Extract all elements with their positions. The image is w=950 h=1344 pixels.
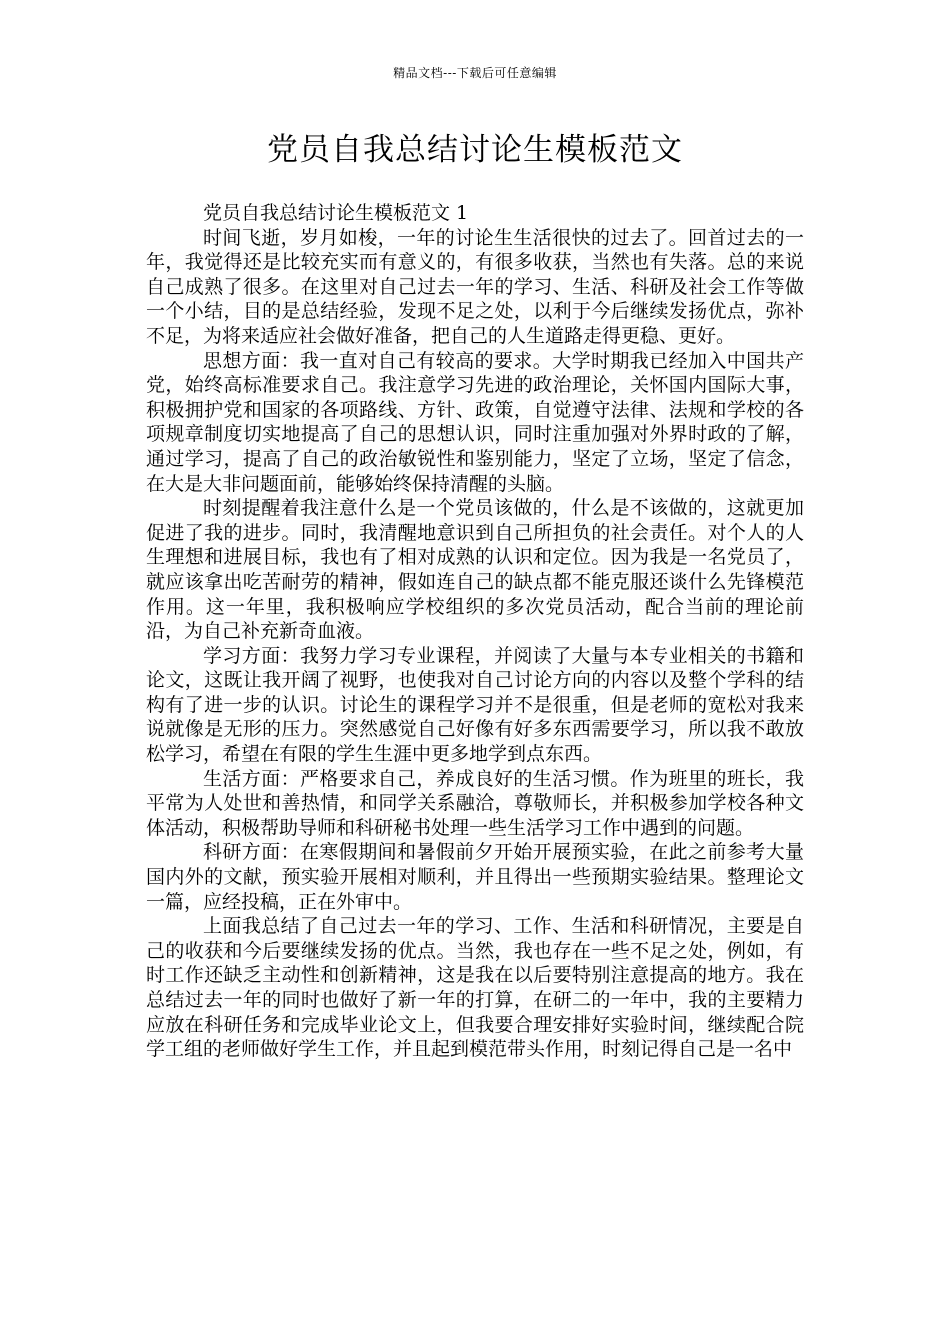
paragraph-research: 科研方面：在寒假期间和暑假前夕开始开展预实验，在此之前参考大量国内外的文献，预实验开展相对顺利，并且得出一些预期实验结果。整理论文一篇，应经投稿，正在外审中。 <box>146 841 804 913</box>
page-header: 精品文档---下载后可任意编辑 <box>393 66 557 80</box>
paragraph-study: 学习方面：我努力学习专业课程，并阅读了大量与本专业相关的书籍和论文，这既让我开阔了视野，也使我对自己讨论方向的内容以及整个学科的结构有了进一步的认识。讨论生的课程学习并不是很重，但是老师的宽松对我来说就像是无形的压力。突然感觉自己好像有好多东西需要学习，所以我不敢放松学习，希望在有限的学生生涯中更多地学到点东西。 <box>146 644 804 766</box>
paragraph-subtitle: 党员自我总结讨论生模板范文 1 <box>203 202 469 224</box>
document-title: 党员自我总结讨论生模板范文 <box>267 132 683 168</box>
paragraph-intro: 时间飞逝，岁月如梭，一年的讨论生生活很快的过去了。回首过去的一年，我觉得还是比较充实而有意义的，有很多收获，当然也有失落。总的来说自己成熟了很多。在这里对自己过去一年的学习、生活、科研及社会工作等做一个小结，目的是总结经验，发现不足之处，以利于今后继续发扬优点，弥补不足，为将来适应社会做好准备，把自己的人生道路走得更稳、更好。 <box>146 226 804 347</box>
document-body <box>146 201 804 1062</box>
paragraph-reminder: 时刻提醒着我注意什么是一个党员该做的，什么是不该做的，这就更加促进了我的进步。同时，我清醒地意识到自己所担负的社会责任。对个人的人生理想和进展目标，我也有了相对成熟的认识和定位。因为我是一名党员了，就应该拿出吃苦耐劳的精神，假如连自己的缺点都不能克服还谈什么先锋模范作用。这一年里，我积极响应学校组织的多次党员活动，配合当前的理论前沿，为自己补充新奇血液。 <box>146 497 804 643</box>
paragraph-ideology: 思想方面：我一直对自己有较高的要求。大学时期我已经加入中国共产党，始终高标准要求自己。我注意学习先进的政治理论，关怀国内国际大事，积极拥护党和国家的各项路线、方针、政策，自觉遵守法律、法规和学校的各项规章制度切实地提高了自己的思想认识，同时注重加强对外界时政的了解，通过学习，提高了自己的政治敏锐性和鉴别能力，坚定了立场，坚定了信念，在大是大非问题面前，能够始终保持清醒的头脑。 <box>146 349 804 495</box>
paragraph-summary: 上面我总结了自己过去一年的学习、工作、生活和科研情况，主要是自己的收获和今后要继续发扬的优点。当然，我也存在一些不足之处，例如，有时工作还缺乏主动性和创新精神，这是我在以后要特别注意提高的地方。我在总结过去一年的同时也做好了新一年的打算，在研二的一年中，我的主要精力应放在科研任务和完成毕业论文上，但我要合理安排好实验时间，继续配合院学工组的老师做好学生工作，并且起到模范带头作用，时刻记得自己是一名中 <box>146 915 804 1061</box>
paragraph-life: 生活方面：严格要求自己，养成良好的生活习惯。作为班里的班长，我平常为人处世和善热情，和同学关系融洽，尊敬师长，并积极参加学校各种文体活动，积极帮助导师和科研秘书处理一些生活学习工作中遇到的问题。 <box>146 767 804 839</box>
